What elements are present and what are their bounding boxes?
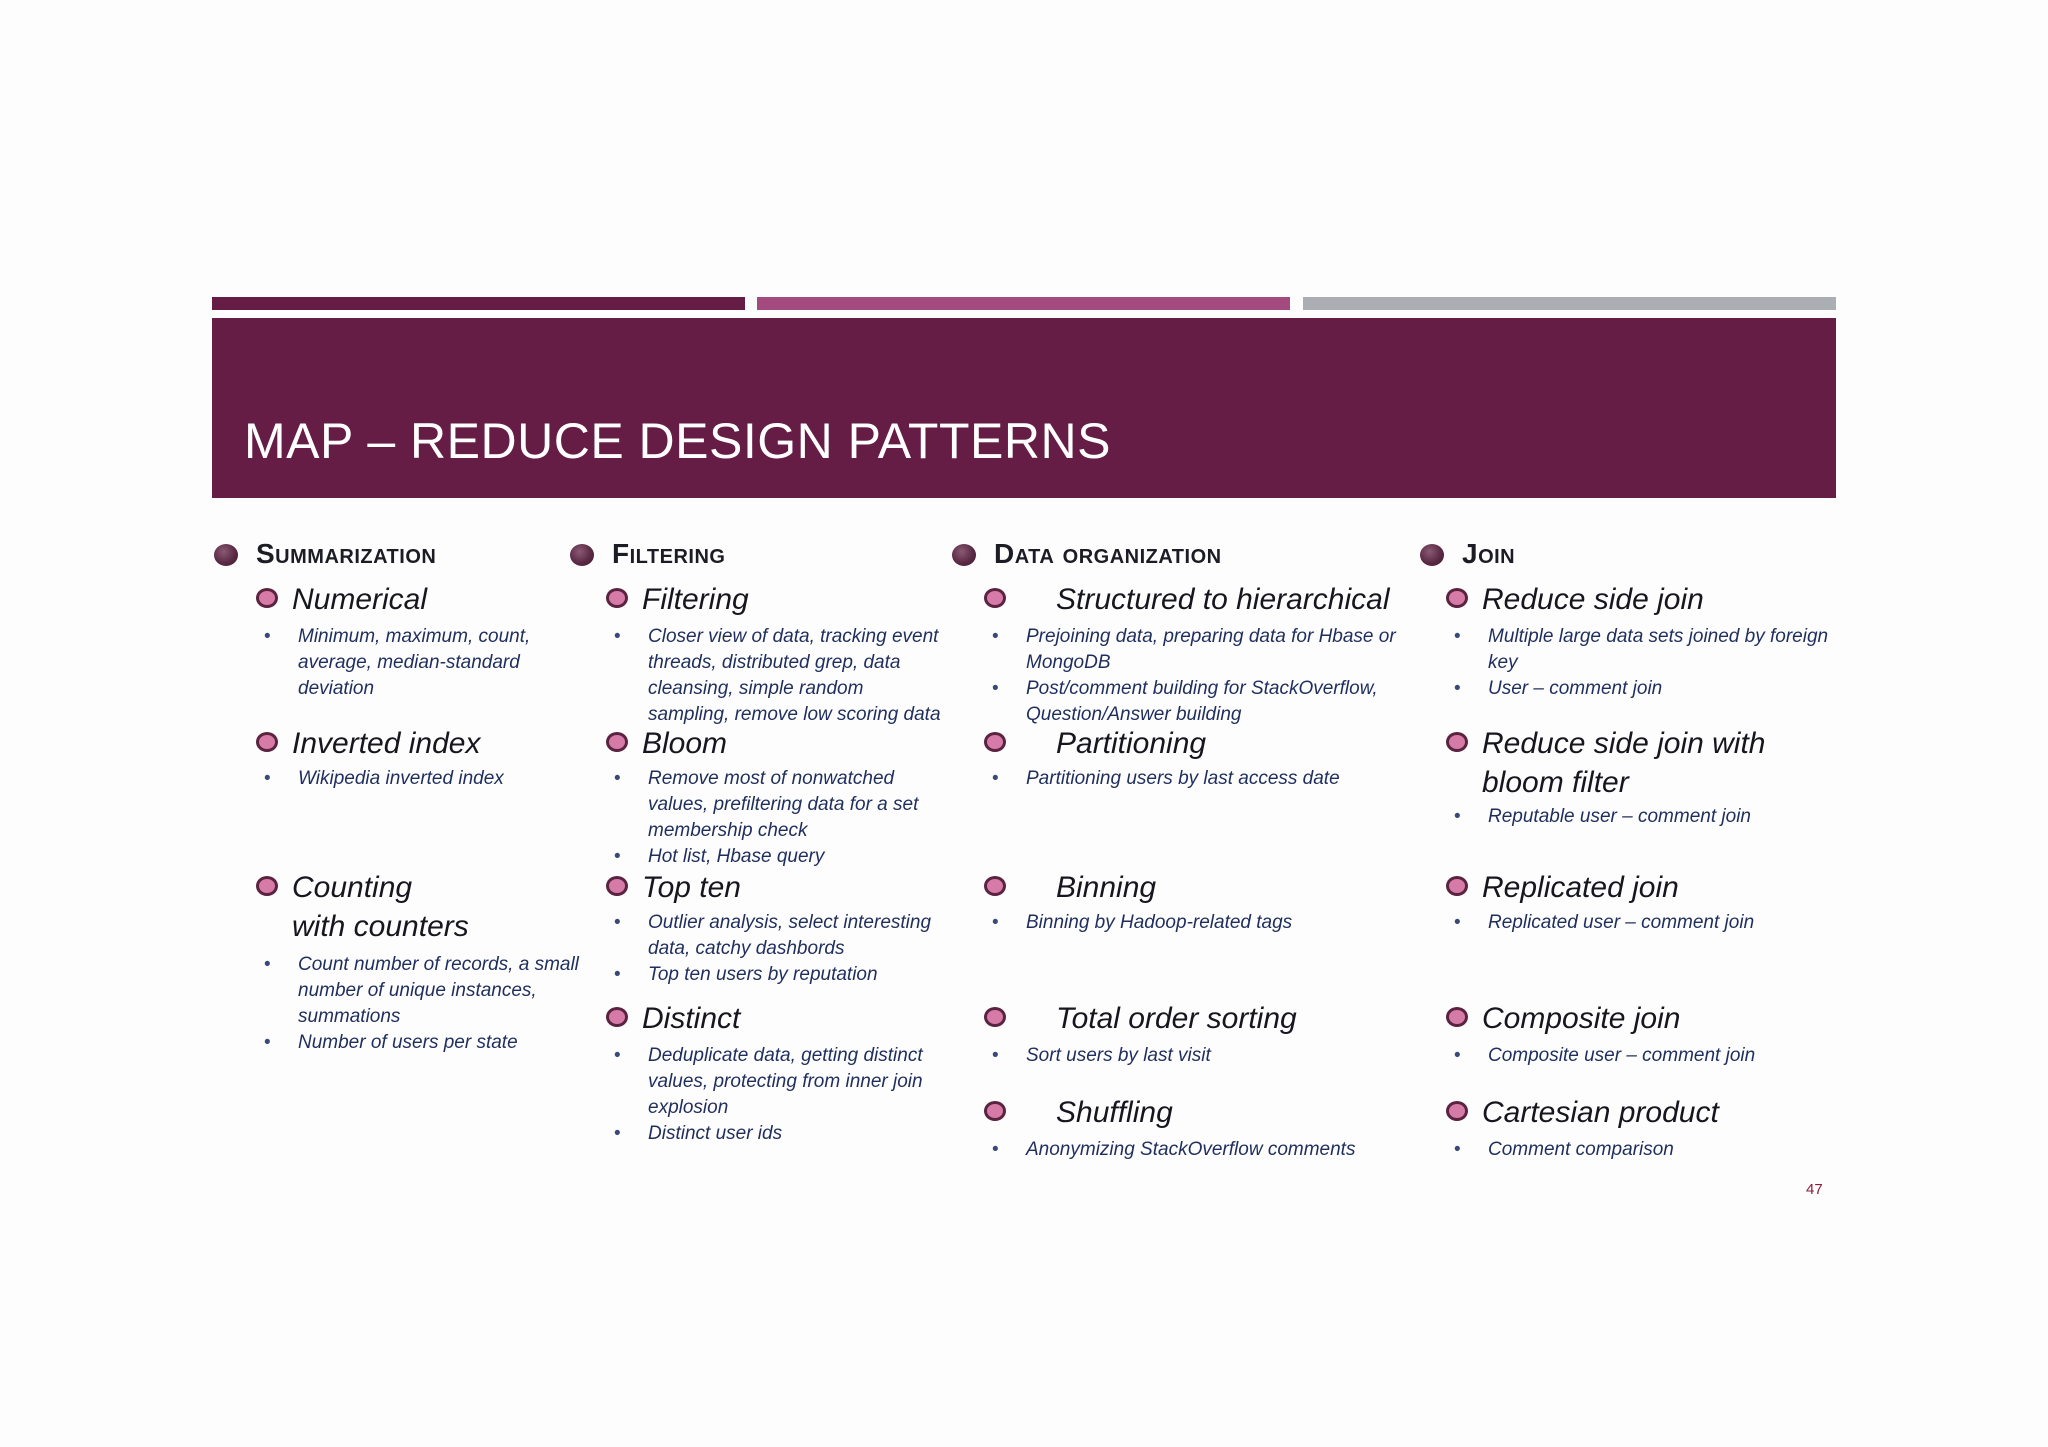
item-bullet-icon: [1446, 732, 1468, 752]
example-item: • Hot list, Hbase query: [614, 844, 934, 870]
example-item: • Distinct user ids: [614, 1121, 934, 1147]
item-bullet-icon: [256, 588, 278, 608]
example-item: • Number of users per state: [264, 1030, 584, 1056]
example-item: • Closer view of data, tracking event threads, distributed grep, data cleansing, simple random sampling, remove low scoring data: [614, 624, 944, 728]
example-item: • Outlier analysis, select interesting data, catchy dashbords: [614, 910, 934, 962]
pattern-examples: [992, 624, 1412, 728]
pattern-title: Shuffling: [1056, 1096, 1173, 1129]
pattern-examples: [992, 1043, 1412, 1069]
pattern-examples: [614, 1043, 934, 1147]
item-bullet-icon: [1446, 1101, 1468, 1121]
pattern-examples: [1454, 804, 1834, 830]
pattern-examples: [614, 766, 934, 870]
pattern-examples: [264, 766, 574, 792]
accent-bar-pink: [757, 297, 1290, 310]
title-banner: [212, 318, 1836, 498]
pattern-title: Reduce side join: [1482, 583, 1704, 616]
pattern-examples: [264, 624, 574, 702]
page-number: 47: [1806, 1181, 1823, 1198]
item-bullet-icon: [984, 1007, 1006, 1027]
pattern-examples: [992, 766, 1412, 792]
item-bullet-icon: [606, 588, 628, 608]
pattern-title-line-2: with counters: [292, 910, 469, 943]
accent-bar-gray: [1303, 297, 1836, 310]
item-bullet-icon: [1446, 1007, 1468, 1027]
heading-bullet-icon: [1420, 544, 1444, 566]
heading-text: Summarization: [256, 538, 437, 569]
pattern-examples: [1454, 1043, 1834, 1069]
heading-bullet-icon: [952, 544, 976, 566]
example-item: • Partitioning users by last access date: [992, 766, 1412, 792]
example-item: • Remove most of nonwatched values, prefiltering data for a set membership check: [614, 766, 934, 844]
pattern-title: Cartesian product: [1482, 1096, 1719, 1129]
item-bullet-icon: [256, 732, 278, 752]
heading-text: Join: [1462, 538, 1516, 569]
accent-bar-dark: [212, 297, 745, 310]
example-item: • Top ten users by reputation: [614, 962, 934, 988]
heading-bullet-icon: [570, 544, 594, 566]
item-bullet-icon: [606, 1007, 628, 1027]
pattern-examples: [614, 624, 944, 728]
heading-text: Filtering: [612, 538, 726, 569]
pattern-examples: [1454, 910, 1834, 936]
example-item: • Binning by Hadoop-related tags: [992, 910, 1412, 936]
example-item: • Comment comparison: [1454, 1137, 1834, 1163]
pattern-title: Partitioning: [1056, 727, 1207, 760]
item-bullet-icon: [984, 876, 1006, 896]
example-item: • Multiple large data sets joined by foreign key: [1454, 624, 1834, 676]
example-item: • Prejoining data, preparing data for Hbase or MongoDB: [992, 624, 1412, 676]
heading-text: Data organization: [994, 538, 1222, 569]
pattern-title-line-1: Counting: [292, 871, 413, 904]
pattern-title: Composite join: [1482, 1002, 1681, 1035]
example-item: • Composite user – comment join: [1454, 1043, 1834, 1069]
example-item: • Sort users by last visit: [992, 1043, 1412, 1069]
pattern-examples: [1454, 1137, 1834, 1163]
pattern-examples: [614, 910, 934, 988]
item-bullet-icon: [984, 732, 1006, 752]
example-item: • User – comment join: [1454, 676, 1834, 702]
pattern-examples: [264, 952, 584, 1056]
slide-title: MAP – REDUCE DESIGN PATTERNS: [244, 413, 1111, 469]
pattern-title-line-2: bloom filter: [1482, 766, 1629, 799]
pattern-title: Numerical: [292, 583, 428, 616]
pattern-title-line-1: Reduce side join with: [1482, 727, 1766, 760]
pattern-title: Binning: [1056, 871, 1157, 904]
heading-bullet-icon: [214, 544, 238, 566]
pattern-title: Distinct: [642, 1002, 741, 1035]
example-item: • Replicated user – comment join: [1454, 910, 1834, 936]
item-bullet-icon: [256, 876, 278, 896]
pattern-title: Filtering: [642, 583, 749, 616]
pattern-title: Inverted index: [292, 727, 481, 760]
pattern-examples: [1454, 624, 1834, 702]
item-bullet-icon: [606, 732, 628, 752]
pattern-title: Total order sorting: [1056, 1002, 1297, 1035]
pattern-title: Replicated join: [1482, 871, 1679, 904]
example-item: • Reputable user – comment join: [1454, 804, 1834, 830]
pattern-title: Bloom: [642, 727, 728, 760]
pattern-examples: [992, 1137, 1412, 1163]
example-item: • Minimum, maximum, count, average, median-standard deviation: [264, 624, 574, 702]
pattern-title: Top ten: [642, 871, 741, 904]
example-item: • Count number of records, a small number of unique instances, summations: [264, 952, 584, 1030]
item-bullet-icon: [984, 1101, 1006, 1121]
pattern-examples: [992, 910, 1412, 936]
item-bullet-icon: [984, 588, 1006, 608]
pattern-title: Structured to hierarchical: [1056, 583, 1390, 616]
item-bullet-icon: [1446, 876, 1468, 896]
item-bullet-icon: [1446, 588, 1468, 608]
example-item: • Anonymizing StackOverflow comments: [992, 1137, 1412, 1163]
example-item: • Deduplicate data, getting distinct values, protecting from inner join explosion: [614, 1043, 934, 1121]
example-item: • Wikipedia inverted index: [264, 766, 574, 792]
item-bullet-icon: [606, 876, 628, 896]
example-item: • Post/comment building for StackOverflow, Question/Answer building: [992, 676, 1412, 728]
